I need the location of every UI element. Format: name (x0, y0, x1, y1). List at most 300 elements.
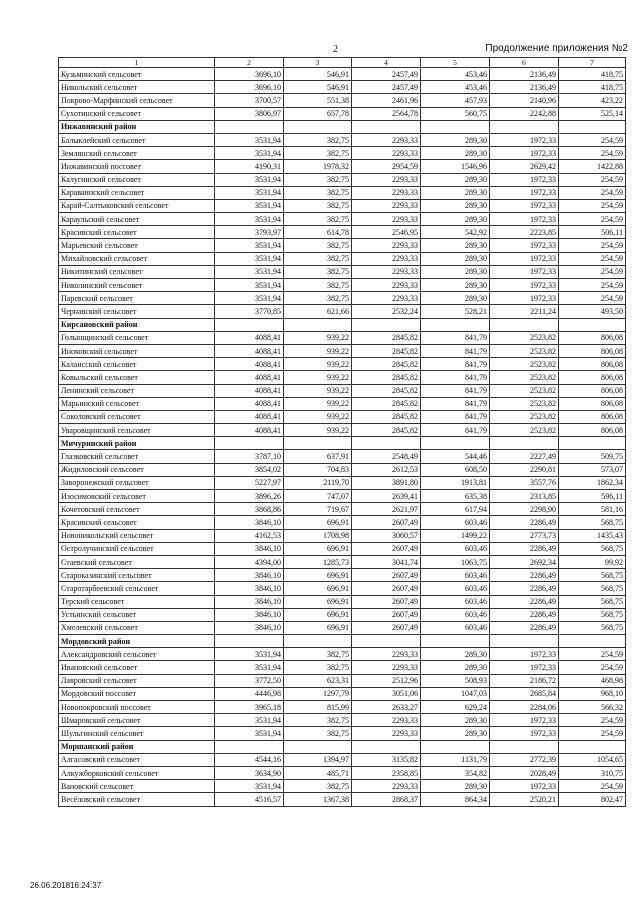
value-cell: 603,46 (421, 582, 490, 595)
settlement-name: Инжавинский поссовет (59, 160, 215, 173)
value-cell: 2293,33 (352, 714, 421, 727)
value-cell: 289,30 (421, 213, 490, 226)
value-cell: 4088,41 (215, 410, 284, 423)
table-row (59, 582, 626, 595)
settlement-name: Остролучинский сельсовет (59, 542, 215, 555)
value-cell: 573,07 (559, 463, 626, 476)
value-cell: 1972,33 (490, 648, 559, 661)
settlement-name: Покрово-Марфинский сельсовет (59, 94, 215, 107)
value-cell: 864,34 (421, 793, 490, 806)
value-cell: 3787,10 (215, 450, 284, 463)
value-cell: 382,75 (284, 279, 352, 292)
value-cell: 1285,73 (284, 555, 352, 568)
table-row (59, 107, 626, 120)
settlement-name: Калаисский сельсовет (59, 358, 215, 371)
value-cell: 1862,34 (559, 476, 626, 489)
value-cell: 289,30 (421, 265, 490, 278)
value-cell: 1054,65 (559, 753, 626, 766)
table-row (59, 371, 626, 384)
value-cell: 2293,33 (352, 780, 421, 793)
settlement-name: Шульгинский сельсовет (59, 727, 215, 740)
value-cell: 3531,94 (215, 186, 284, 199)
value-cell: 2845,82 (352, 371, 421, 384)
value-cell: 457,93 (421, 94, 490, 107)
value-cell: 382,75 (284, 239, 352, 252)
district-header-row (59, 437, 626, 450)
value-cell: 1972,33 (490, 213, 559, 226)
value-cell: 719,67 (284, 503, 352, 516)
value-cell: 382,75 (284, 780, 352, 793)
value-cell: 382,75 (284, 661, 352, 674)
value-cell: 2523,82 (490, 410, 559, 423)
table-row (59, 424, 626, 437)
table-row (59, 569, 626, 582)
footer-timestamp: 26.06.201816:24:37 (30, 881, 102, 890)
settlement-name: Землянский сельсовет (59, 147, 215, 160)
settlement-name: Алкужборковский сельсовет (59, 766, 215, 779)
value-cell: 568,75 (559, 582, 626, 595)
value-cell: 382,75 (284, 292, 352, 305)
empty-cell (490, 437, 559, 450)
value-cell: 2290,81 (490, 463, 559, 476)
value-cell: 2954,59 (352, 160, 421, 173)
value-cell: 4544,16 (215, 753, 284, 766)
value-cell: 841,79 (421, 358, 490, 371)
empty-cell (421, 318, 490, 331)
value-cell: 2286,49 (490, 542, 559, 555)
value-cell: 696,91 (284, 621, 352, 634)
value-cell: 423,22 (559, 94, 626, 107)
empty-cell (559, 318, 626, 331)
value-cell: 2639,41 (352, 490, 421, 503)
value-cell: 603,46 (421, 516, 490, 529)
value-cell: 3772,50 (215, 674, 284, 687)
settlement-name: Уваровщинский сельсовет (59, 424, 215, 437)
column-number: 4 (352, 58, 421, 68)
settlement-name: Караваинский сельсовет (59, 186, 215, 199)
value-cell: 2607,49 (352, 595, 421, 608)
table-row (59, 463, 626, 476)
value-cell: 2845,82 (352, 424, 421, 437)
table-row (59, 714, 626, 727)
value-cell: 2457,49 (352, 68, 421, 81)
value-cell: 3770,85 (215, 305, 284, 318)
value-cell: 623,31 (284, 674, 352, 687)
value-cell: 4088,41 (215, 371, 284, 384)
value-cell: 254,59 (559, 661, 626, 674)
value-cell: 617,94 (421, 503, 490, 516)
table-row (59, 793, 626, 806)
value-cell: 382,75 (284, 648, 352, 661)
table-row (59, 331, 626, 344)
table-row (59, 608, 626, 621)
table-row (59, 542, 626, 555)
value-cell: 2293,33 (352, 727, 421, 740)
value-cell: 1499,22 (421, 529, 490, 542)
table-row (59, 595, 626, 608)
value-cell: 4088,41 (215, 344, 284, 357)
value-cell: 2293,33 (352, 279, 421, 292)
settlement-name: Иноковский сельсовет (59, 344, 215, 357)
value-cell: 3135,82 (352, 753, 421, 766)
district-name: Мордовский район (59, 635, 215, 648)
value-cell: 806,08 (559, 331, 626, 344)
settlement-name: Старотарбеевский сельсовет (59, 582, 215, 595)
district-name: Инжавинский район (59, 120, 215, 133)
value-cell: 3846,10 (215, 621, 284, 634)
value-cell: 2293,33 (352, 648, 421, 661)
settlement-name: Устьинский сельсовет (59, 608, 215, 621)
value-cell: 289,30 (421, 239, 490, 252)
value-cell: 3846,10 (215, 569, 284, 582)
value-cell: 2523,82 (490, 371, 559, 384)
value-cell: 254,59 (559, 133, 626, 146)
value-cell: 2633,27 (352, 701, 421, 714)
value-cell: 528,21 (421, 305, 490, 318)
value-cell: 382,75 (284, 199, 352, 212)
column-number-row (59, 58, 626, 68)
value-cell: 2685,84 (490, 687, 559, 700)
table-row (59, 81, 626, 94)
table-row (59, 384, 626, 397)
table-row (59, 186, 626, 199)
value-cell: 1972,33 (490, 239, 559, 252)
value-cell: 2293,33 (352, 239, 421, 252)
table-row (59, 555, 626, 568)
table-row (59, 292, 626, 305)
value-cell: 2284,06 (490, 701, 559, 714)
table-row (59, 410, 626, 423)
value-cell: 2520,21 (490, 793, 559, 806)
table-row (59, 239, 626, 252)
value-cell: 2461,96 (352, 94, 421, 107)
value-cell: 2532,24 (352, 305, 421, 318)
value-cell: 382,75 (284, 714, 352, 727)
value-cell: 289,30 (421, 292, 490, 305)
value-cell: 289,30 (421, 133, 490, 146)
empty-cell (490, 318, 559, 331)
value-cell: 2607,49 (352, 542, 421, 555)
value-cell: 289,30 (421, 279, 490, 292)
value-cell: 4088,41 (215, 397, 284, 410)
value-cell: 382,75 (284, 252, 352, 265)
value-cell: 2223,85 (490, 226, 559, 239)
district-header-row (59, 740, 626, 753)
value-cell: 2227,49 (490, 450, 559, 463)
value-cell: 806,08 (559, 384, 626, 397)
value-cell: 3531,94 (215, 133, 284, 146)
empty-cell (284, 740, 352, 753)
value-cell: 568,75 (559, 608, 626, 621)
value-cell: 629,24 (421, 701, 490, 714)
value-cell: 1972,33 (490, 714, 559, 727)
value-cell: 939,22 (284, 397, 352, 410)
value-cell: 2211,24 (490, 305, 559, 318)
value-cell: 2845,82 (352, 344, 421, 357)
value-cell: 2293,33 (352, 133, 421, 146)
value-cell: 254,59 (559, 648, 626, 661)
value-cell: 382,75 (284, 173, 352, 186)
value-cell: 254,59 (559, 279, 626, 292)
settlement-name: Паревский сельсовет (59, 292, 215, 305)
settlement-name: Ленинский сельсовет (59, 384, 215, 397)
value-cell: 2523,82 (490, 344, 559, 357)
value-cell: 3896,26 (215, 490, 284, 503)
value-cell: 453,46 (421, 81, 490, 94)
value-cell: 289,30 (421, 661, 490, 674)
value-cell: 841,79 (421, 371, 490, 384)
value-cell: 3868,86 (215, 503, 284, 516)
value-cell: 2607,49 (352, 608, 421, 621)
value-cell: 289,30 (421, 727, 490, 740)
settlement-name: Весёловский сельсовет (59, 793, 215, 806)
empty-cell (559, 437, 626, 450)
value-cell: 2523,82 (490, 358, 559, 371)
value-cell: 2457,49 (352, 81, 421, 94)
value-cell: 608,50 (421, 463, 490, 476)
value-cell: 1972,33 (490, 252, 559, 265)
value-cell: 382,75 (284, 727, 352, 740)
value-cell: 3891,80 (352, 476, 421, 489)
value-cell: 542,92 (421, 226, 490, 239)
column-number: 2 (215, 58, 284, 68)
settlement-name: Кузьминский сельсовет (59, 68, 215, 81)
value-cell: 3531,94 (215, 147, 284, 160)
empty-cell (352, 318, 421, 331)
value-cell: 1972,33 (490, 780, 559, 793)
value-cell: 603,46 (421, 621, 490, 634)
value-cell: 289,30 (421, 147, 490, 160)
empty-cell (284, 437, 352, 450)
value-cell: 382,75 (284, 265, 352, 278)
empty-cell (284, 635, 352, 648)
settlement-name: Балыклейский сельсовет (59, 133, 215, 146)
table-row (59, 661, 626, 674)
value-cell: 806,08 (559, 358, 626, 371)
value-cell: 1972,33 (490, 265, 559, 278)
value-cell: 2512,96 (352, 674, 421, 687)
empty-cell (559, 740, 626, 753)
settlement-name: Сухотинский сельсовет (59, 107, 215, 120)
value-cell: 2313,85 (490, 490, 559, 503)
value-cell: 696,91 (284, 516, 352, 529)
table-row (59, 529, 626, 542)
table-row (59, 780, 626, 793)
table-row (59, 476, 626, 489)
value-cell: 2523,82 (490, 424, 559, 437)
value-cell: 1972,33 (490, 279, 559, 292)
value-cell: 289,30 (421, 199, 490, 212)
value-cell: 568,75 (559, 621, 626, 634)
value-cell: 3793,97 (215, 226, 284, 239)
settlement-name: Соколовский сельсовет (59, 410, 215, 423)
value-cell: 4088,41 (215, 331, 284, 344)
value-cell: 2607,49 (352, 621, 421, 634)
empty-cell (421, 437, 490, 450)
value-cell: 4394,00 (215, 555, 284, 568)
value-cell: 254,59 (559, 173, 626, 186)
value-cell: 2358,85 (352, 766, 421, 779)
settlement-name: Марьевский сельсовет (59, 239, 215, 252)
settlement-name: Лавровский сельсовет (59, 674, 215, 687)
value-cell: 3696,10 (215, 81, 284, 94)
settlement-name: Шмаровский сельсовет (59, 714, 215, 727)
table-row (59, 173, 626, 186)
value-cell: 603,46 (421, 542, 490, 555)
value-cell: 493,50 (559, 305, 626, 318)
value-cell: 2293,33 (352, 292, 421, 305)
table-row (59, 397, 626, 410)
value-cell: 2293,33 (352, 173, 421, 186)
settlement-name: Терский сельсовет (59, 595, 215, 608)
value-cell: 3041,74 (352, 555, 421, 568)
empty-cell (490, 740, 559, 753)
value-cell: 382,75 (284, 186, 352, 199)
settlement-name: Изосимовский сельсовет (59, 490, 215, 503)
value-cell: 1972,33 (490, 133, 559, 146)
value-cell: 3531,94 (215, 279, 284, 292)
settlement-name: Никитинский сельсовет (59, 265, 215, 278)
settlement-name: Заворонежский сельсовет (59, 476, 215, 489)
value-cell: 815,99 (284, 701, 352, 714)
value-cell: 2845,82 (352, 397, 421, 410)
value-cell: 596,11 (559, 490, 626, 503)
value-cell: 3531,94 (215, 213, 284, 226)
value-cell: 2293,33 (352, 661, 421, 674)
table-row (59, 160, 626, 173)
table-row (59, 226, 626, 239)
value-cell: 568,75 (559, 569, 626, 582)
value-cell: 1913,81 (421, 476, 490, 489)
table-row (59, 687, 626, 700)
value-cell: 254,59 (559, 186, 626, 199)
settlement-name: Староказинский сельсовет (59, 569, 215, 582)
value-cell: 1972,33 (490, 147, 559, 160)
settlement-name: Новоникольский сельсовет (59, 529, 215, 542)
value-cell: 2286,49 (490, 569, 559, 582)
table-body (59, 58, 626, 807)
value-cell: 1708,98 (284, 529, 352, 542)
table-row (59, 648, 626, 661)
value-cell: 696,91 (284, 582, 352, 595)
value-cell: 841,79 (421, 344, 490, 357)
value-cell: 2845,82 (352, 331, 421, 344)
value-cell: 2293,33 (352, 252, 421, 265)
table-row (59, 621, 626, 634)
empty-cell (352, 635, 421, 648)
value-cell: 2523,82 (490, 331, 559, 344)
district-name: Моршанский район (59, 740, 215, 753)
value-cell: 453,46 (421, 68, 490, 81)
value-cell: 254,59 (559, 714, 626, 727)
value-cell: 2548,49 (352, 450, 421, 463)
value-cell: 2773,73 (490, 529, 559, 542)
value-cell: 3846,10 (215, 595, 284, 608)
value-cell: 354,82 (421, 766, 490, 779)
value-cell: 2523,82 (490, 384, 559, 397)
empty-cell (215, 318, 284, 331)
value-cell: 289,30 (421, 714, 490, 727)
table-row (59, 701, 626, 714)
value-cell: 1435,43 (559, 529, 626, 542)
value-cell: 382,75 (284, 147, 352, 160)
value-cell: 382,75 (284, 213, 352, 226)
value-cell: 841,79 (421, 424, 490, 437)
value-cell: 657,78 (284, 107, 352, 120)
settlement-name: Голынщинский сельсовет (59, 331, 215, 344)
value-cell: 2286,49 (490, 516, 559, 529)
value-cell: 806,08 (559, 424, 626, 437)
value-cell: 704,83 (284, 463, 352, 476)
settlement-name: Хмелевский сельсовет (59, 621, 215, 634)
empty-cell (215, 437, 284, 450)
value-cell: 254,59 (559, 780, 626, 793)
value-cell: 1546,96 (421, 160, 490, 173)
value-cell: 968,10 (559, 687, 626, 700)
value-cell: 841,79 (421, 331, 490, 344)
table-row (59, 727, 626, 740)
value-cell: 696,91 (284, 569, 352, 582)
settlement-name: Новопокровский поссовет (59, 701, 215, 714)
empty-cell (352, 437, 421, 450)
value-cell: 2286,49 (490, 608, 559, 621)
table-row (59, 252, 626, 265)
table-row (59, 674, 626, 687)
value-cell: 3051,06 (352, 687, 421, 700)
value-cell: 4446,98 (215, 687, 284, 700)
value-cell: 418,75 (559, 68, 626, 81)
value-cell: 939,22 (284, 410, 352, 423)
value-cell: 841,79 (421, 397, 490, 410)
value-cell: 382,75 (284, 133, 352, 146)
value-cell: 3531,94 (215, 648, 284, 661)
value-cell: 566,32 (559, 701, 626, 714)
settlement-name: Стаевский сельсовет (59, 555, 215, 568)
table-row (59, 490, 626, 503)
table-row (59, 503, 626, 516)
value-cell: 2286,49 (490, 582, 559, 595)
empty-cell (284, 120, 352, 133)
settlement-name: Красивский сельсовет (59, 516, 215, 529)
value-cell: 4162,53 (215, 529, 284, 542)
value-cell: 3531,94 (215, 252, 284, 265)
value-cell: 1972,33 (490, 292, 559, 305)
value-cell: 2293,33 (352, 265, 421, 278)
value-cell: 2845,82 (352, 410, 421, 423)
value-cell: 603,46 (421, 569, 490, 582)
column-number: 1 (59, 58, 215, 68)
table-row (59, 766, 626, 779)
table-row (59, 358, 626, 371)
value-cell: 468,98 (559, 674, 626, 687)
table-row (59, 450, 626, 463)
value-cell: 1972,33 (490, 173, 559, 186)
value-cell: 802,47 (559, 793, 626, 806)
settlement-name: Жидиловский сельсовет (59, 463, 215, 476)
value-cell: 939,22 (284, 371, 352, 384)
value-cell: 254,59 (559, 265, 626, 278)
value-cell: 2136,49 (490, 68, 559, 81)
value-cell: 841,79 (421, 384, 490, 397)
value-cell: 2293,33 (352, 199, 421, 212)
value-cell: 2298,90 (490, 503, 559, 516)
value-cell: 4088,41 (215, 384, 284, 397)
settlement-name: Николинский сельсовет (59, 279, 215, 292)
settlement-name: Марьинский сельсовет (59, 397, 215, 410)
value-cell: 747,07 (284, 490, 352, 503)
value-cell: 546,91 (284, 81, 352, 94)
district-header-row (59, 318, 626, 331)
